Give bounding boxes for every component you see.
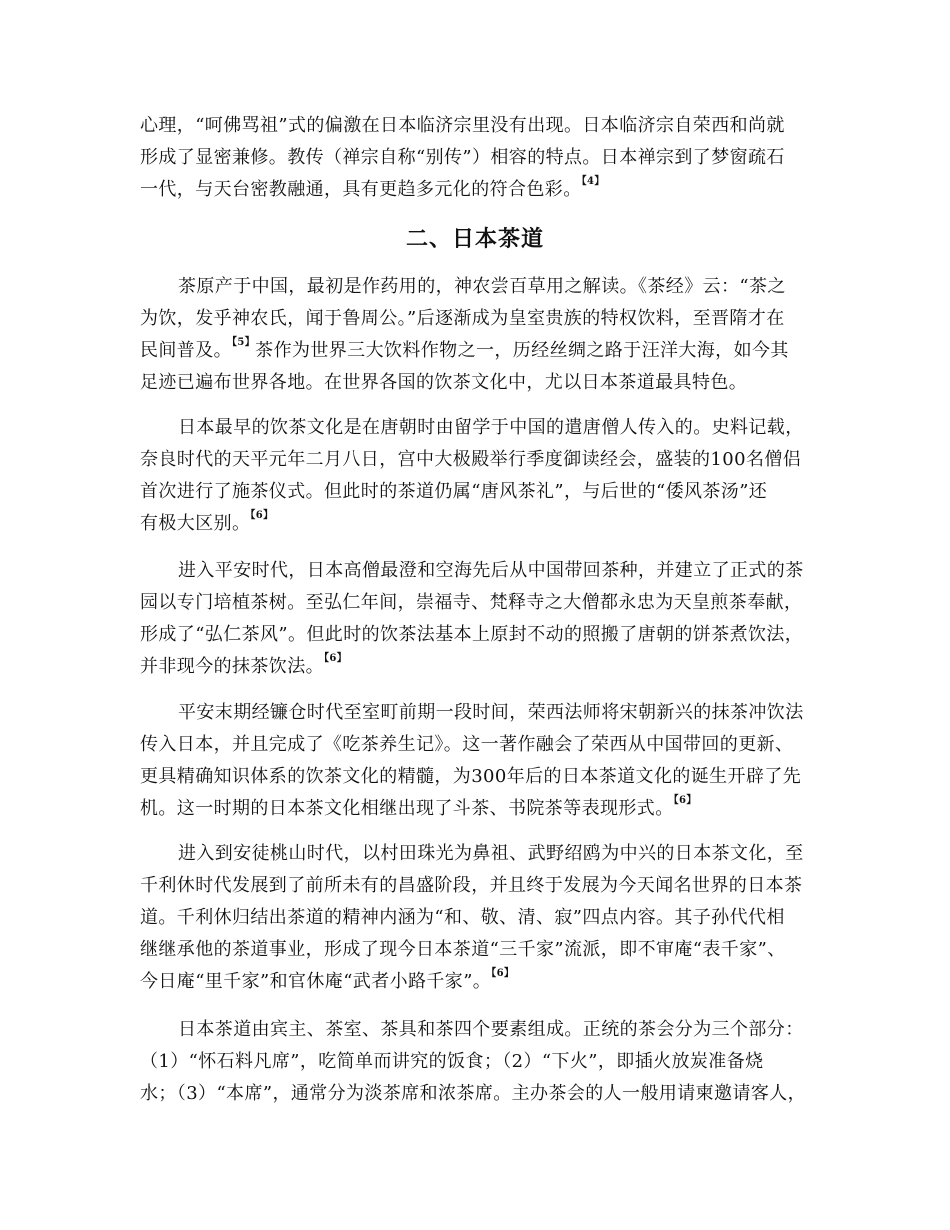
text-line: 足迹已遍布世界各地。在世界各国的饮茶文化中，尤以日本茶道最具特色。 [140, 372, 748, 393]
text-line: 今日庵“里千家”和官休庵“武者小路千家”。$^{【6】}$ [140, 968, 515, 992]
text-line: 茶原产于中国，最初是作药用的，神农尝百草用之解读。《茶经》云：“茶之 [178, 276, 786, 297]
text-line: 首次进行了施茶仪式。但此时的茶道仍属“唐风茶礼”，与后世的“倭风茶汤”还 [140, 481, 768, 502]
paragraph-azuchi-momoyama [140, 838, 825, 998]
citation-ref: 【6】 [250, 510, 274, 521]
text-line: 道。千利休归结出茶道的精神内涵为“和、敬、清、寂”四点内容。其子孙代代相 [140, 907, 785, 928]
text-line: 一代，与天台密教融通，具有更趋多元化的符合色彩。$^{【4】}$ [140, 176, 605, 200]
text-line: 进入到安徒桃山时代，以村田珠光为鼻祖、武野绍鸥为中兴的日本茶文化，至 [178, 843, 804, 864]
text-line: 为饮，发乎神农氏，闻于鲁周公。”后逐渐成为皇室贵族的特权饮料，至晋隋才在 [140, 308, 785, 329]
text-line: 更具精确知识体系的饮茶文化的精髓，为300年后的日本茶道文化的诞生开辟了先 [140, 766, 802, 787]
citation-ref: 【6】 [324, 653, 348, 664]
text-line: 传入日本，并且完成了《吃茶养生记》。这一著作融会了荣西从中国带回的更新、 [140, 734, 794, 755]
text-line: 心理，“呵佛骂祖”式的偏激在日本临济宗里没有出现。日本临济宗自荣西和尚就 [140, 115, 785, 136]
paragraph-heian-era [140, 555, 825, 683]
section-heading: 二、日本茶道 [405, 227, 544, 252]
citation-ref: 【6】 [491, 968, 515, 979]
text-line: 千利休时代发展到了前所未有的昌盛阶段，并且终于发展为今天闻名世界的日本茶 [140, 875, 803, 896]
text-line: 形成了“弘仁茶风”。但此时的饮茶法基本上原封不动的照搬了唐朝的饼茶煮饮法， [140, 624, 804, 645]
text-line: 并非现今的抹茶饮法。$^{【6】}$ [140, 653, 348, 677]
paragraph-kamakura-era [140, 697, 825, 825]
paragraph-tang-era [140, 412, 825, 540]
citation-ref: 【4】 [581, 176, 605, 187]
text-line: 日本最早的饮茶文化是在唐朝时由留学于中国的遣唐僧人传入的。史料记载， [178, 417, 804, 438]
text-line: 奈良时代的天平元年二月八日，宫中大极殿举行季度御读经会，盛装的100名僧侣 [140, 449, 802, 470]
paragraph-tea-origin [140, 271, 825, 399]
citation-ref: 【5】 [232, 337, 256, 348]
citation-ref: 【6】 [673, 795, 697, 806]
text-line: 机。这一时期的日本茶文化相继出现了斗茶、书院茶等表现形式。$^{【6】}$ [140, 795, 697, 819]
text-line: 水；（3）“本席”，通常分为淡茶席和浓茶席。主办茶会的人一般用请柬邀请客人， [140, 1083, 807, 1104]
text-line: 园以专门培植茶树。至弘仁年间，崇福寺、梵释寺之大僧都永忠为天皇煎茶奉献， [140, 592, 803, 613]
text-line: 日本茶道由宾主、茶室、茶具和茶四个要素组成。正统的茶会分为三个部分： [178, 1019, 804, 1040]
text-line: 形成了显密兼修。教传（禅宗自称“别传”）相容的特点。日本禅宗到了梦窗疏石 [140, 147, 785, 168]
text-line: 进入平安时代，日本高僧最澄和空海先后从中国带回茶种，并建立了正式的茶 [178, 560, 804, 581]
text-line: 民间普及。$^{【5】}$茶作为世界三大饮料作物之一，历经丝绸之路于汪洋大海，如今其 [140, 337, 789, 361]
paragraph-intro [140, 110, 825, 206]
text-line: （1）“怀石料凡席”，吃简单而讲究的饭食；（2）“下火”，即插火放炭准备烧 [140, 1051, 764, 1072]
text-line: 平安末期经镰仓时代至室町前期一段时间，荣西法师将宋朝新兴的抹茶冲饮法 [178, 702, 804, 723]
text-line: 有极大区别。$^{【6】}$ [140, 510, 274, 534]
text-line: 继继承他的茶道事业，形成了现今日本茶道“三千家”流派，即不审庵“表千家”、 [140, 939, 786, 960]
paragraph-tea-ceremony-elements [140, 1014, 825, 1110]
